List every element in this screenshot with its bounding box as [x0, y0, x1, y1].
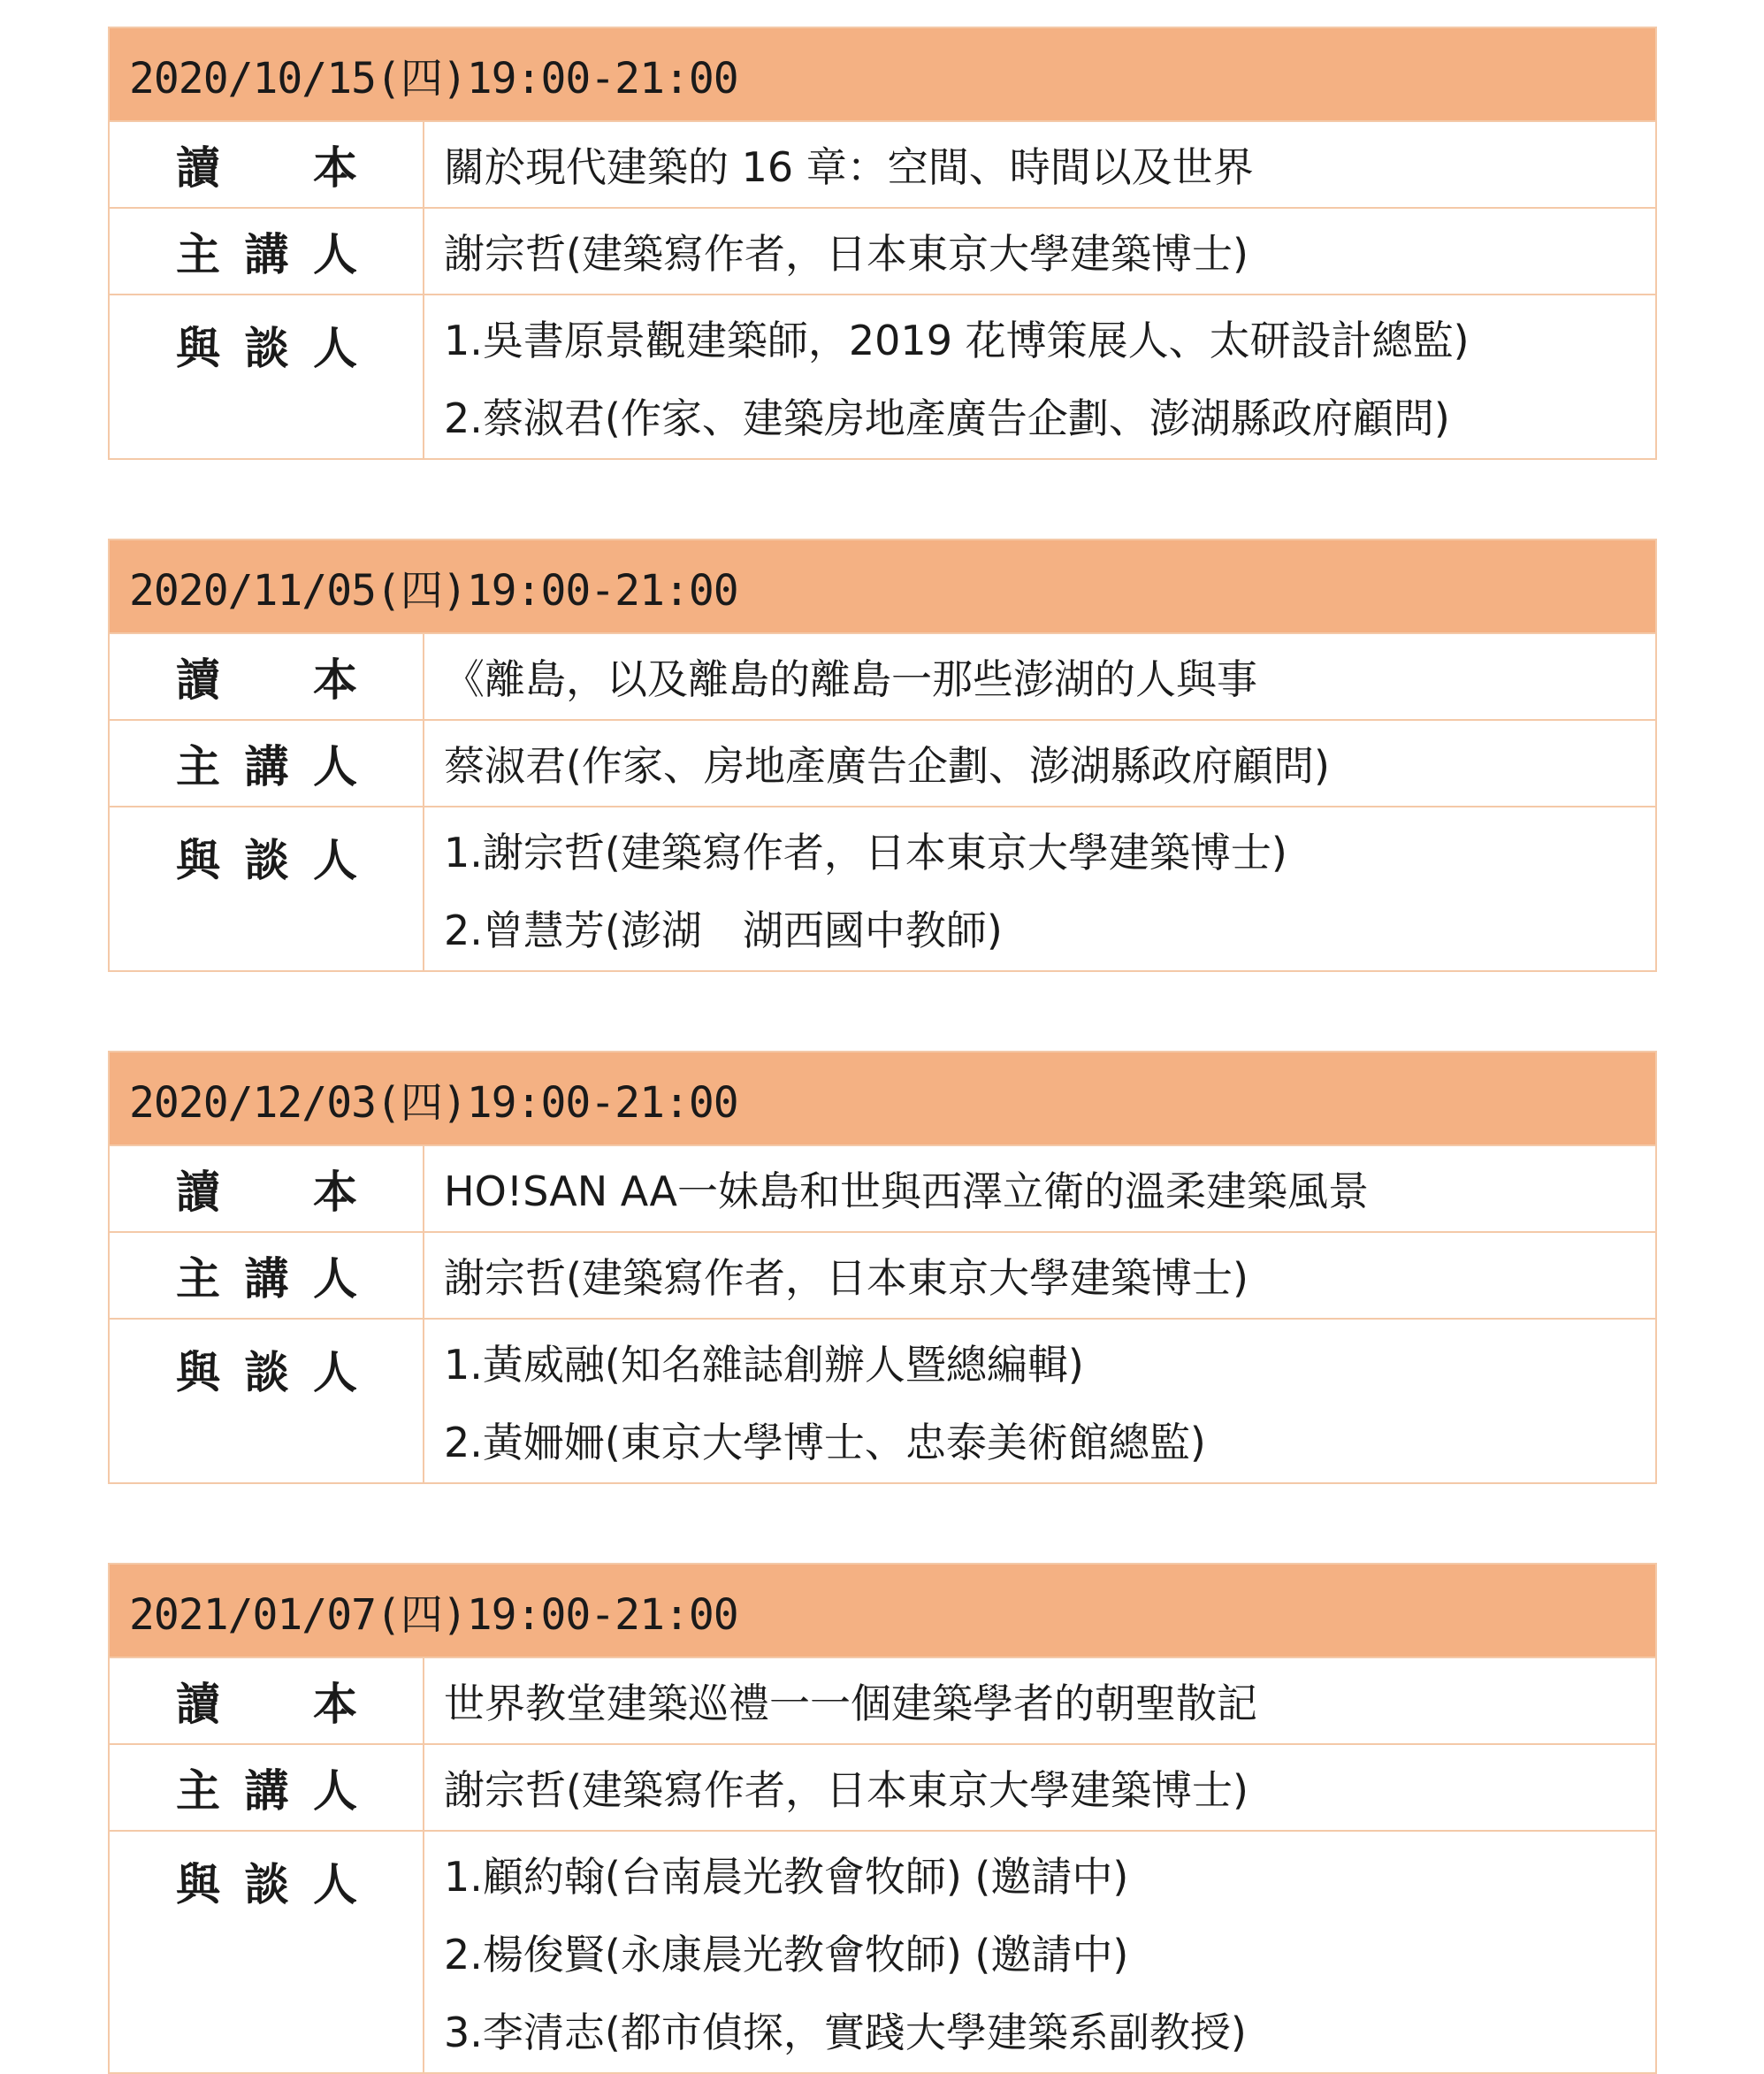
book-title: 關於現代建築的 16 章：空間、時間以及世界 [444, 143, 1254, 191]
speaker-label-cell [110, 1745, 424, 1830]
book-label-cell [110, 122, 424, 207]
discussant-label: 與談人 [176, 835, 357, 886]
speaker-row [110, 1231, 1655, 1318]
speaker-row [110, 1743, 1655, 1830]
discussant-label: 與談人 [176, 1859, 357, 1910]
discussant-list [424, 1832, 1655, 2072]
session-date: 2020/12/03(四)19:00-21:00 [110, 1052, 1655, 1144]
book-title: 《離島，以及離島的離島一那些澎湖的人與事 [444, 655, 1257, 703]
speaker-name: 謝宗哲(建築寫作者，日本東京大學建築博士) [444, 230, 1249, 278]
session-list [108, 27, 1657, 2074]
session-date: 2020/10/15(四)19:00-21:00 [110, 28, 1655, 120]
discussant-label-cell [110, 1832, 424, 2072]
discussant-item: 1.吳書原景觀建築師，2019 花博策展人、太研設計總監) [444, 317, 1470, 364]
session-date: 2021/01/07(四)19:00-21:00 [110, 1565, 1655, 1657]
discussant-list [424, 1320, 1655, 1482]
discussant-label-cell [110, 807, 424, 970]
book-row [110, 1657, 1655, 1743]
discussant-item: 2.曾慧芳(澎湖 湖西國中教師) [444, 907, 1003, 954]
discussant-item: 2.蔡淑君(作家、建築房地產廣告企劃、澎湖縣政府顧問) [444, 394, 1450, 442]
speaker-label: 主講人 [176, 1253, 357, 1305]
discussant-item: 2.黃姍姍(東京大學博士、忠泰美術館總監) [444, 1419, 1206, 1466]
discussant-label-cell [110, 1320, 424, 1482]
speaker-label-cell [110, 721, 424, 806]
discussant-row [110, 806, 1655, 970]
discussant-label-cell [110, 295, 424, 458]
speaker-label: 主講人 [176, 229, 357, 280]
speaker-label-cell [110, 209, 424, 294]
speaker-name: 謝宗哲(建築寫作者，日本東京大學建築博士) [444, 1254, 1249, 1302]
book-label: 讀 本 [176, 654, 357, 706]
session-table [108, 539, 1657, 972]
discussant-label: 與談人 [176, 323, 357, 374]
book-row [110, 632, 1655, 719]
book-label-cell [110, 1146, 424, 1231]
speaker-row [110, 207, 1655, 294]
discussant-item: 2.楊俊賢(永康晨光教會牧師) (邀請中) [444, 1931, 1129, 1978]
discussant-label: 與談人 [176, 1347, 357, 1398]
discussant-list [424, 807, 1655, 970]
speaker-label-cell [110, 1233, 424, 1318]
book-label: 讀 本 [176, 1679, 357, 1730]
session-date: 2020/11/05(四)19:00-21:00 [110, 540, 1655, 632]
discussant-list [424, 295, 1655, 458]
book-row [110, 120, 1655, 207]
book-row [110, 1144, 1655, 1231]
book-title: 世界教堂建築巡禮一一個建築學者的朝聖散記 [444, 1680, 1257, 1727]
discussant-row [110, 1318, 1655, 1482]
discussant-item: 3.李清志(都市偵探，實踐大學建築系副教授) [444, 2009, 1247, 2056]
book-title: HO!SAN AA一妹島和世與西澤立衛的溫柔建築風景 [444, 1167, 1370, 1215]
book-label-cell [110, 634, 424, 719]
speaker-label: 主講人 [176, 1765, 357, 1817]
discussant-item: 1.顧約翰(台南晨光教會牧師) (邀請中) [444, 1853, 1129, 1901]
book-label: 讀 本 [176, 1167, 357, 1218]
discussant-item: 1.謝宗哲(建築寫作者，日本東京大學建築博士) [444, 829, 1287, 876]
discussant-row [110, 294, 1655, 458]
session-table [108, 27, 1657, 460]
speaker-name: 蔡淑君(作家、房地產廣告企劃、澎湖縣政府顧問) [444, 742, 1330, 790]
speaker-row [110, 719, 1655, 806]
session-table [108, 1563, 1657, 2074]
session-table [108, 1051, 1657, 1484]
book-label-cell [110, 1658, 424, 1743]
discussant-item: 1.黃威融(知名雜誌創辦人暨總編輯) [444, 1341, 1084, 1389]
book-label: 讀 本 [176, 142, 357, 194]
speaker-label: 主講人 [176, 741, 357, 792]
discussant-row [110, 1830, 1655, 2072]
speaker-name: 謝宗哲(建築寫作者，日本東京大學建築博士) [444, 1766, 1249, 1814]
